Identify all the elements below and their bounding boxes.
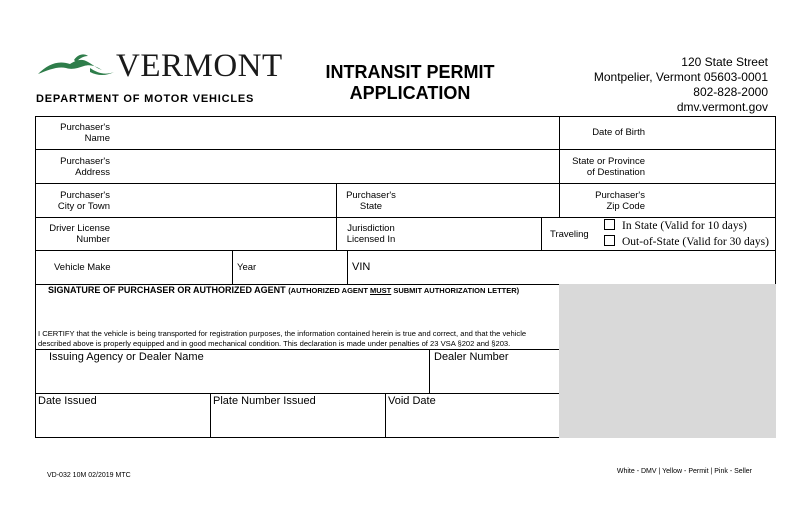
jurisdiction-label: Jurisdiction Licensed In — [346, 223, 396, 245]
copy-distribution: White - DMV | Yellow - Permit | Pink - Seller — [616, 468, 752, 475]
driver-license-label: Driver License Number — [49, 223, 110, 245]
zip-code-label: Purchaser's Zip Code — [595, 190, 645, 212]
city-town-label: Purchaser's City or Town — [57, 190, 110, 212]
in-state-option[interactable]: In State (Valid for 10 days) — [604, 219, 747, 233]
address-block — [594, 55, 768, 115]
purchaser-state-label: Purchaser's State — [346, 190, 396, 212]
plate-number-label: Plate Number Issued — [213, 395, 316, 407]
logo-text: VERMONT — [116, 48, 283, 84]
shaded-area — [559, 284, 776, 438]
vermont-logo — [36, 48, 283, 84]
state-destination-label: State or Province of Destination — [572, 156, 645, 178]
issuing-agency-label: Issuing Agency or Dealer Name — [49, 351, 204, 363]
purchaser-name-label: Purchaser's Name — [60, 122, 110, 144]
date-of-birth-label: Date of Birth — [592, 127, 645, 138]
date-issued-label: Date Issued — [38, 395, 97, 407]
traveling-label: Traveling — [550, 229, 589, 240]
address-line: Montpelier, Vermont 05603-0001 — [593, 70, 768, 84]
purchaser-address-label: Purchaser's Address — [60, 156, 110, 178]
year-label: Year — [237, 262, 257, 273]
form-code: VD-032 10M 02/2019 MTC — [47, 472, 131, 479]
certification-text: I CERTIFY that the vehicle is being transported for registration purposes, the information contained herein is true and correct, and that the vehicle described above is properly equipped and in good mechanical condition. This declaration is made under penalties of 23 VSA §202 and §203. — [38, 329, 527, 348]
address-line: 120 State Street — [681, 55, 768, 69]
checkbox-icon[interactable] — [604, 219, 615, 230]
vehicle-make-label: Vehicle Make — [54, 262, 111, 273]
void-date-label: Void Date — [388, 395, 436, 407]
permit-form — [35, 116, 776, 438]
page-title — [300, 62, 520, 104]
out-of-state-option[interactable]: Out-of-State (Valid for 30 days) — [604, 235, 769, 249]
department-name: DEPARTMENT OF MOTOR VEHICLES — [36, 93, 255, 105]
checkbox-icon[interactable] — [604, 235, 615, 246]
dealer-number-label: Dealer Number — [434, 351, 509, 363]
mountain-leaf-icon — [36, 50, 118, 84]
signature-label: SIGNATURE OF PURCHASER OR AUTHORIZED AGENT (AUTHORIZED AGENT MUST SUBMIT AUTHORIZATION LETTER) — [48, 285, 520, 295]
title-line-1: INTRANSIT PERMIT — [325, 62, 495, 82]
vin-label: VIN — [352, 261, 371, 273]
phone-number: 802-828-2000 — [693, 85, 768, 99]
website: dmv.vermont.gov — [676, 100, 768, 114]
title-line-2: APPLICATION — [349, 83, 471, 103]
